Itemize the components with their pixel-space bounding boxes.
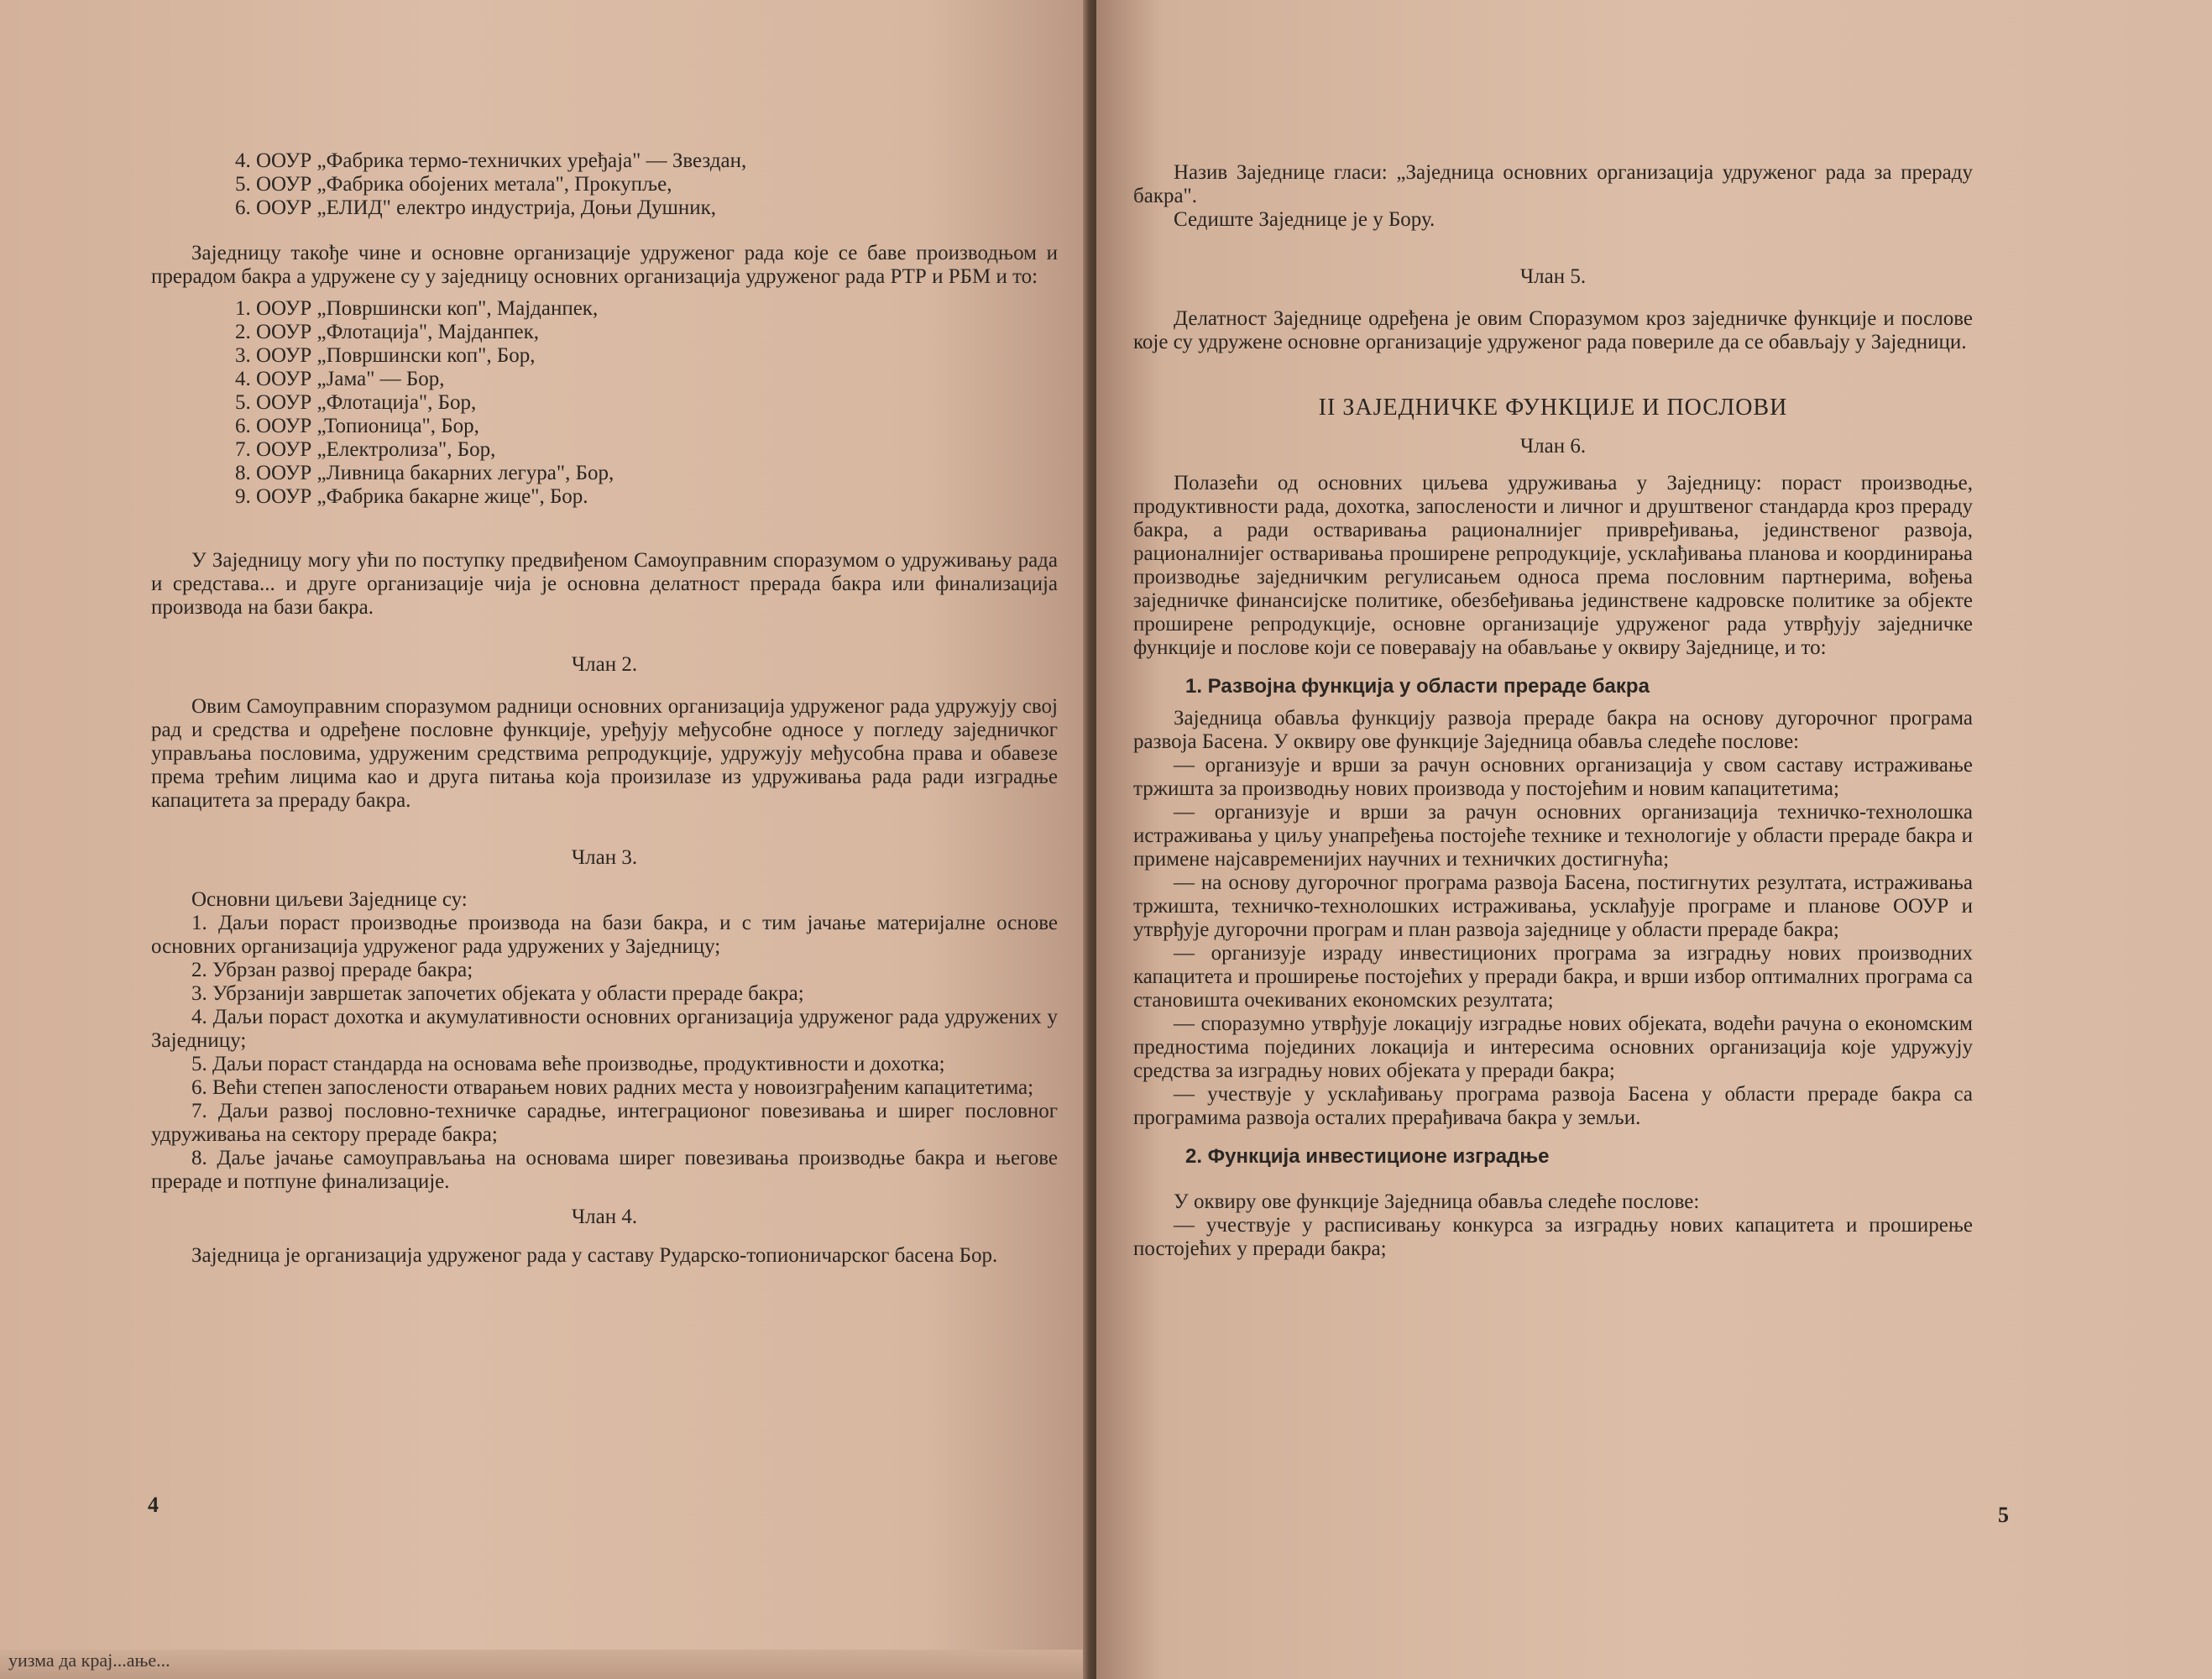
list-item: 4. ООУР „Јама" — Бор, [235,368,445,390]
organization-list-b [151,297,1058,509]
article-heading: Члан 5. [1519,265,1587,288]
left-page [0,0,1091,1679]
edge-text: уизма да крај...ање... [8,1650,170,1671]
right-page [1096,0,2212,1679]
list-item: 5. ООУР „Флотација", Бор, [235,391,477,414]
goal-item: 3. Убрзанији завршетак започетих објеката у области прераде бакра; [191,982,804,1005]
function-item: — организује и врши за рачун основних организација у свом саставу истраживање тржишта за производњу нових производа у постојећим и новим капацитетима; [1133,754,1973,800]
list-item: 6. ООУР „ЕЛИД" електро индустрија, Доњи Душник, [235,196,717,219]
list-item: 1. ООУР „Површински коп", Мајданпек, [235,297,599,320]
article-heading: Члан 6. [1519,435,1587,458]
goal-item: 6. Већи степен запослености отварањем нових радних места у новоизграђеним капацитетима; [191,1076,1034,1099]
paragraph: Полазећи од основних циљева удруживања у Заједницу: пораст производње, продуктивности рада, дохотка, запослености и личног и друштвеног стандарда кроз прераду бакра, а ради остваривања рационалнијег привређивања, јединственог развоја, рационалнијег остваривања проширене репродукције, усклађивања планова и координирања производње заједничким регулисањем односа према пословним партнерима, вођења заједничке финансијске политике, обезбеђивања јединствене кадровске политике за објекте проширене репродукције, основне организације удруженог рада утврђују заједничке функције и послове који се поверавају на обављање у оквиру Заједнице, и то: [1133,472,1973,659]
list-item: 6. ООУР „Топионица", Бор, [235,415,479,437]
paragraph: У Заједницу могу ући по поступку предвиђеном Самоуправним споразумом о удруживању рада и средстава... и друге организације чија је основна делатност прерада бакра или финализација производа на бази бакра. [151,549,1058,619]
function-item: — организује израду инвестиционих програма за изградњу нових производних капацитета и проширење постојећих у преради бакра, и врши избор оптималних програма са становишта очекиваних економских резултата; [1133,942,1973,1012]
page-number: 5 [1998,1503,2009,1527]
list-item: 4. ООУР „Фабрика термо-техничких уређаја" — Звездан, [235,149,747,172]
right-page-text [1133,161,1973,1261]
paragraph: Назив Заједнице гласи: „Заједница основних организација удруженог рада за прераду бакра". [1133,161,1973,207]
function-item: — учествује у расписивању конкурса за изградњу нових капацитета и проширење постојећих у преради бакра; [1133,1214,1973,1260]
list-item: 7. ООУР „Електролиза", Бор, [235,438,496,461]
paragraph: Седиште Заједнице је у Бору. [1174,208,1435,231]
paragraph: Заједница обавља функцију развоја прераде бакра на основу дугорочног програма развоја Басена. У оквиру ове функције Заједница обавља следеће послове: [1133,707,1973,753]
function-item: — учествује у усклађивању програма развоја Басена у области прераде бакра са програмима развоја осталих прерађивача бакра у земљи. [1133,1083,1973,1129]
goal-item: 2. Убрзан развој прераде бакра; [191,959,473,981]
organization-list-a [151,149,1058,220]
goal-item: 5. Даљи пораст стандарда на основама веће производње, продуктивности и дохотка; [191,1053,945,1075]
paragraph: Овим Самоуправним споразумом радници основних организација удруженог рада удружују свој рад и средства и одређене пословне функције, уређују међусобне односе у погледу заједничког управљања пословима, удруженим средствима репродукције, удружују међусобна права и обавезе према трећим лицима као и друга питања која произилазе из удруживања рада ради изградње капацитета за прераду бакра. [151,695,1058,812]
paragraph: Заједница је организација удруженог рада у саставу Рударско-топионичарског басена Бор. [191,1244,998,1267]
paragraph: Делатност Заједнице одређена је овим Споразумом кроз заједничке функције и послове које су удружене основне организације удруженог рада поверилe да се обављају у Заједници. [1133,307,1973,353]
function-item: — споразумно утврђује локацију изградње нових објеката, водећи рачуна о економским предностима појединих локација и интересима основних организација које удружују средства за изградњу нових објеката у преради бакра; [1133,1012,1973,1082]
page-number: 4 [148,1493,159,1517]
goal-item: 1. Даљи пораст производње производа на бази бакра, и с тим јачање материјалне основе основних организација удруженог рада удружених у Заједницу; [151,912,1058,958]
list-item: 5. ООУР „Фабрика обојених метала", Прокупље, [235,173,672,196]
section-title: II ЗАЈЕДНИЧКЕ ФУНКЦИЈЕ И ПОСЛОВИ [1318,395,1788,421]
function-item: — на основу дугорочног програма развоја Басена, постигнутих резултата, истраживања тржишта, техничко-технолошких истраживања, усклађује програме и планове ООУР и утврђује дугорочни програм и план развоја заједнице у области прераде бакра; [1133,871,1973,941]
list-item: 9. ООУР „Фабрика бакарне жице", Бор. [235,485,588,508]
article-heading: Члан 4. [571,1206,638,1228]
goals-intro: Основни циљеви Заједнице су: [191,888,468,911]
function-heading: 2. Функција инвестиционе изградње [1185,1145,1550,1168]
article-heading: Члан 3. [571,846,638,869]
goal-item: 4. Даљи пораст дохотка и акумулативности основних организација удруженог рада удружених у Заједницу; [151,1006,1058,1052]
paragraph: У оквиру ове функције Заједница обавља следеће послове: [1174,1190,1700,1213]
function-heading: 1. Развојна функција у области прераде бакра [1185,675,1650,698]
list-item: 8. ООУР „Ливница бакарних легура", Бор, [235,462,614,484]
goal-item: 8. Даље јачање самоуправљања на основама ширег повезивања производње бакра и његове прераде и потпуне финализације. [151,1147,1058,1193]
list-item: 3. ООУР „Површински коп", Бор, [235,344,536,367]
list-item: 2. ООУР „Флотација", Мајданпек, [235,321,539,343]
next-page-edge [0,1650,1091,1679]
goal-item: 7. Даљи развој пословно-техничке сарадње, интеграционог повезивања и ширег пословног удруживања на сектору прераде бакра; [151,1100,1058,1146]
function-item: — организује и врши за рачун основних организација техничко-технолошка истраживања у циљу унапређења постојеће технике и технологије у области прераде бакра и примене најсавременијих научних и техничких достигнућа; [1133,801,1973,871]
paragraph: Заједницу такође чине и основне организације удруженог рада које се баве производњом и прерадом бакра а удружене су у заједницу основних организација удруженог рада РТР и РБМ и то: [151,242,1058,288]
article-heading: Члан 2. [571,653,638,676]
left-page-text [151,149,1058,1268]
